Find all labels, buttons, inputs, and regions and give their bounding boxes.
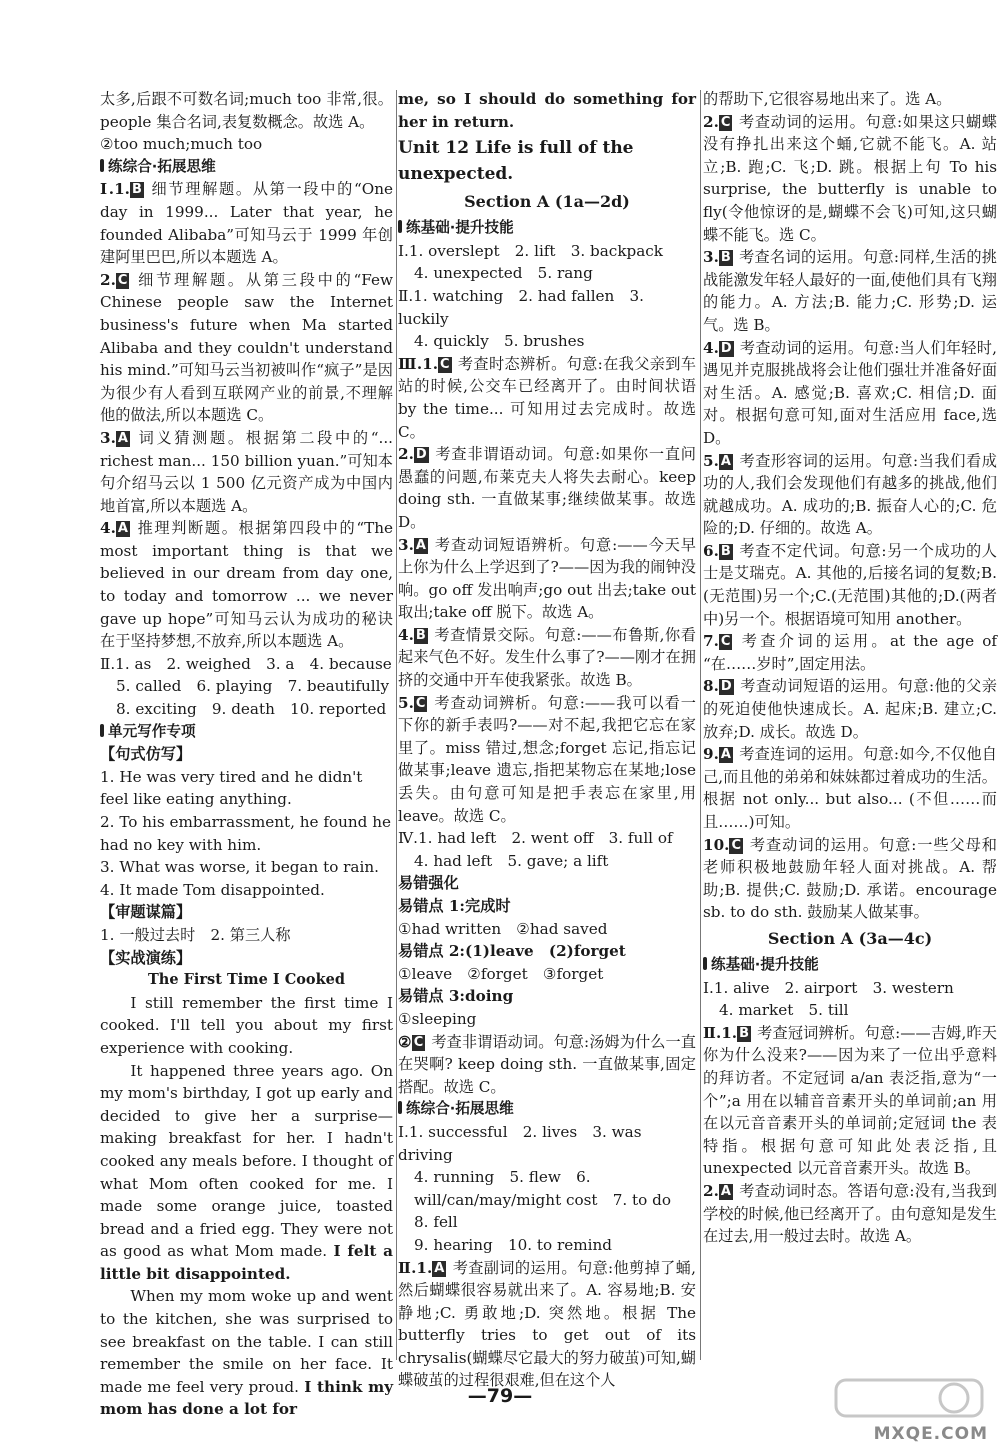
answer-item: Ⅰ.1. B 细节理解题。从第一段中的“One day in 1999... Later that year, he founded Alibaba”可知马云于 1999 年创建阿里巴巴,所以本题选 A。 [100,180,393,267]
text-line: Ⅰ.1. overslept 2. lift 3. backpack [398,241,664,260]
text-line: Ⅱ.1. as 2. weighed 3. a 4. because [100,654,392,673]
watermark-text: MXQE.COM [873,1424,988,1444]
essay-paragraph: I still remember the first time I cooked. I'll tell you about my first experience with cooking. [100,993,393,1057]
text-line: ①sleeping [398,1009,477,1028]
answer-badge: C [720,114,731,130]
answer-item: Ⅱ.1. B 考查冠词辨析。句意:——吉姆,昨天你为什么没来?——因为来了一位出乎意料的拜访者。不定冠词 a/an 表泛指,意为“一个”;a 用在以辅音音素开头的单词前;an 用在以元音音素开头的单词前;定冠词 the 表特指。根据句意可知此处表泛指,且 unexpected 以元音音素开头。故选 B。 [703,1023,997,1178]
page-number: —79— [467,1385,533,1407]
text-line: Ⅰ.1. alive 2. airport 3. western [703,978,954,997]
text-line: 2. To his embarrassment, he found he had no key with him. [100,813,392,854]
answer-item: 5. C 考查动词辨析。句意:——我可以看一下你的新手表吗?——对不起,我把它忘在家里了。miss 错过,想念;forget 忘记,指忘记做某事;leave 遗忘,指把某物忘在某地;lose 丢失。由句意可知是把手表忘在家里,用 leave。故选 C。 [398,693,696,825]
answer-item: 3. A 词义猜测题。根据第二段中的“... richest man... 150 billion yuan.”可知本句介绍马云以 1 500 亿元资产成为中国内地首富,所以本题选 A。 [100,428,393,515]
answer-badge: C [413,1034,424,1050]
text-line: Ⅳ.1. had left 2. went off 3. full of [398,829,673,848]
answer-badge: A [117,521,128,537]
text-line: 3. What was worse, it began to rain. [100,858,379,877]
text-line: 1. 一般过去时 2. 第三人称 [100,925,291,944]
answer-badge: C [731,837,741,853]
answer-item: 6. B 考查不定代词。句意:另一个成功的人士是艾瑞克。A. 其他的,后接名词的复数;B.(无范围)另一个;C.(无范围)其他的;D.(两者中)另一个。根据语境可知用 another。 [703,541,997,628]
section-heading: 练综合·拓展思维 [398,1098,696,1121]
answer-badge: D [720,340,732,356]
text-line: 4. unexpected 5. rang [414,264,593,283]
sub-heading: 【句式仿写】 [100,745,192,764]
text-line: 的帮助下,它很容易地出来了。选 A。 [703,90,952,108]
answer-badge: A [720,747,731,763]
essay-paragraph: me, so I should do something for her in return. [398,90,696,131]
answer-item: Ⅲ.1. C 考查时态辨析。句意:在我父亲到车站的时候,公交车已经离开了。由时间状语 by the time... 可知用过去完成时。故选 C。 [398,354,696,441]
text-line: 4. market 5. till [719,1001,849,1020]
answer-badge: A [415,537,426,553]
column-left [100,88,393,1421]
answer-badge: B [739,1025,750,1041]
section-heading: 练基础·提升技能 [703,954,997,977]
answer-badge: B [720,250,731,266]
text-line: Ⅱ.1. watching 2. had fallen 3. luckily [398,286,645,328]
answer-badge: A [117,430,128,446]
sub-heading: 【审题谋篇】 [100,903,192,922]
text-line: ①leave ②forget ③forget [398,964,604,983]
text-line: 9. hearing 10. to remind [414,1235,613,1254]
answer-item: 9. A 考查连词的运用。句意:如今,不仅他自己,而且他的弟弟和妹妹都过着成功的生活。根据 not only... but also... (不但……而且……)可知。 [703,745,997,831]
answer-badge: C [720,634,731,650]
text-line: 4. It made Tom disappointed. [100,880,325,899]
text-line: ②too much;much too [100,135,263,154]
text-line: ①had written ②had saved [398,919,608,938]
text-line: 4. quickly 5. brushes [414,332,585,351]
text-line: 1. He was very tired and he didn't feel like eating anything. [100,767,363,809]
answer-item: 2. A 考查动词时态。答语句意:没有,当我到学校的时候,他已经离开了。由句意知是发生在过去,用一般过去时。故选 A。 [703,1181,997,1246]
answer-badge: C [415,695,426,711]
text-line: 易错点 2:(1)leave (2)forget [398,942,626,961]
answer-item: 4. A 推理判断题。根据第四段中的“The most important thing is that we believed in our dream from day one, to today and tomorrow ... we never gave up hope”可知马云认为成功的秘诀在于坚持梦想,不放弃,所以本题选 A。 [100,519,393,651]
answer-item: 4. B 考查情景交际。句意:——布鲁斯,你看起来气色不好。发生什么事了?——刚才在拥挤的交通中开车使我紧张。故选 B。 [398,625,696,690]
answer-item: 8. D 考查动词短语的运用。句意:他的父亲的死迫使他快速成长。A. 起床;B. 建立;C. 放弃;D. 成长。故选 D。 [703,677,997,741]
answer-item: 3. B 考查名词的运用。句意:同样,生活的挑战能激发年轻人最好的一面,使他们具有飞翔的能力。A. 方法;B. 能力;C. 形势;D. 运气。选 B。 [703,248,997,334]
answer-badge: A [720,1183,731,1199]
answer-item: Ⅱ.1. A 考查副词的运用。句意:他剪掉了蛹,然后蝴蝶很容易就出来了。A. 容易地;B. 安静地;C. 勇敢地;D. 突然地。根据 The butterfly tries to get out of its chrysalis(蝴蝶尽它最大的努力破茧)可知,蝴蝶破茧的过程很艰难,但在这个人 [398,1258,696,1390]
section-heading: 单元写作专项 [100,721,393,744]
section-heading: 练基础·提升技能 [398,217,696,240]
text-line: 8. exciting 9. death 10. reported [116,700,387,719]
answer-item: 2. D 考查非谓语动词。句意:如果你一直问愚蠢的问题,布莱克夫人将失去耐心。keep doing sth. 一直做某事;继续做某事。故选 D。 [398,445,696,531]
section-title: Section A (3a—4c) [767,928,933,948]
answer-badge: B [131,182,142,198]
text-line: 4. had left 5. gave; a lift [414,851,609,870]
text-line: 4. running 5. flew 6. will/can/may/might cost 7. to do 8. fell [414,1168,687,1232]
section-title: Section A (1a—2d) [464,192,630,212]
essay-paragraph: It happened three years ago. On my mom's birthday, I got up early and decided to give her a surprise—making breakfast for her. I hadn't cooked any meals before. I thought of what Mom often cooked for me. I made some orange juice, toasted bread and a fried egg. They were not as good as what Mom made. I felt a little bit disappointed. [100,1061,393,1283]
column-divider [700,90,701,1360]
answer-item: 7. C 考查介词的运用。at the age of “在……岁时”,固定用法。 [703,632,997,673]
text-line: 太多,后跟不可数名词;much too 非常,很。people 集合名词,表复数概念。故选 A。 [100,90,393,131]
answer-badge: D [415,447,427,463]
essay-paragraph: When my mom woke up and went to the kitchen, she was surprised to see breakfast on the table. I can still remember the smile on her face. It made me feel very proud. I think my mom has done a lot for [100,1287,394,1419]
answer-badge: D [720,679,732,695]
answer-badge: A [720,453,731,469]
sub-heading: 【实战演练】 [100,948,192,967]
text-line: 5. called 6. playing 7. beautifully [116,677,390,696]
answer-item: ② C 考查非谓语动词。句意:汤姆为什么一直在哭啊? keep doing sth. 一直做某事,固定搭配。故选 C。 [398,1032,696,1096]
answer-item: 5. A 考查形容词的运用。句意:当我们看成功的人,我们会发现他们有越多的挑战,他们就越成功。A. 成功的;B. 振奋人心的;C. 危险的;D. 仔细的。故选 A。 [703,451,997,538]
answer-item: 2. C 细节理解题。从第三段中的“Few Chinese people saw the Internet business's future when Ma started Alibaba and they couldn't understand his mind.”可知马云当初被叫作“疯子”是因为很少有人看到互联网产业的前景,不理解他的做法,所以本题选 C。 [100,270,393,425]
answer-badge: B [720,543,731,559]
answer-item: 4. D 考查动词的运用。句意:当人们年轻时,遇见并克服挑战将会让他们强壮并准备好面对生活。A. 感觉;B. 喜欢;C. 相信;D. 面对。根据句意可知,面对生活应用 face,选 D。 [703,338,997,447]
sub-heading: 易错强化 [398,874,459,893]
answer-badge: B [415,627,426,643]
column-right [703,88,997,1248]
answer-item: 10. C 考查动词的运用。句意:一些父母和老师积极地鼓励年轻人面对挑战。A. 帮助;B. 提供;C. 鼓励;D. 承诺。encourage sb. to do sth. 鼓励某人做某事。 [703,835,997,922]
answer-badge: C [117,272,128,288]
column-middle [398,88,696,1392]
answer-item: 3. A 考查动词短语辨析。句意:——今天早上你为什么上学迟到了?——因为我的闹钟没响。go off 发出响声;go out 出去;take out 取出;take off 脱下。故选 A。 [398,535,696,622]
answer-item: 2. C 考查动词的运用。句意:如果这只蝴蝶没有挣扎出来这个蛹,它就不能飞。A. 站立;B. 跑;C. 飞;D. 跳。根据上句 To his surprise, the butterfly is unable to fly(令他惊讶的是,蝴蝶不会飞)可知,这只蝴蝶不能飞。选 C。 [703,112,997,244]
text-line: 易错点 3:doing [398,987,514,1006]
section-heading: 练综合·拓展思维 [100,156,393,179]
answer-badge: A [434,1260,445,1276]
unit-title: Unit 12 Life is full of the unexpected. [398,138,634,185]
column-divider [396,90,397,1360]
text-line: Ⅰ.1. successful 2. lives 3. was driving [398,1122,642,1164]
essay-title: The First Time I Cooked [148,971,345,989]
text-line: 易错点 1:完成时 [398,897,511,915]
answer-badge: C [439,356,450,372]
